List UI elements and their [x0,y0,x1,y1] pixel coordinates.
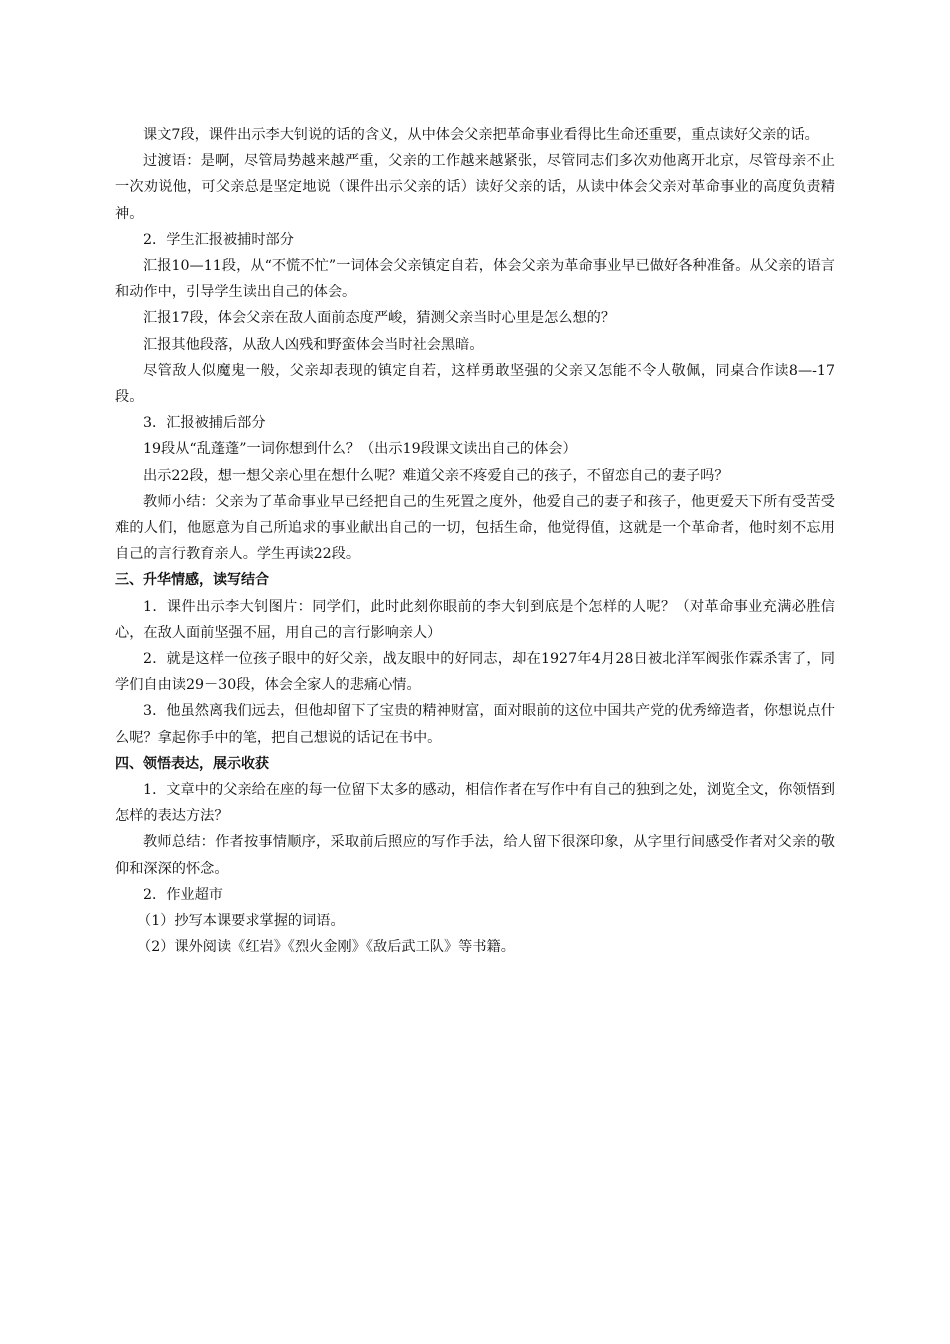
paragraph: 出示22段，想一想父亲心里在想什么呢？难道父亲不疼爱自己的孩子，不留恋自己的妻子吗？ [143,467,729,484]
paragraph: 教师总结：作者按事情顺序，采取前后照应的写作手法，给人留下很深印象，从字里行间感受作者对父亲的敬仰和深深的怀念。 [115,834,835,877]
paragraph: 1．文章中的父亲给在座的每一位留下太多的感动，相信作者在写作中有自己的独到之处，浏览全文，你领悟到怎样的表达方法？ [115,782,835,825]
paragraph: 1．课件出示李大钊图片：同学们，此时此刻你眼前的李大钊到底是个怎样的人呢？（对革命事业充满必胜信心，在敌人面前坚强不屈，用自己的言行影响亲人） [115,598,835,641]
section-heading: 四、领悟表达，展示收获 [115,755,269,772]
subsection-title: 3．汇报被捕后部分 [143,415,266,432]
section-heading: 三、升华情感，读写结合 [115,572,269,589]
paragraph: 2．就是这样一位孩子眼中的好父亲，战友眼中的好同志，却在1927年4月28日被北洋军阀张作霖杀害了，同学们自由读29－30段，体会全家人的悲痛心情。 [115,651,835,694]
subsection-title: 2．作业超市 [143,886,223,903]
paragraph: 尽管敌人似魔鬼一般，父亲却表现的镇定自若，这样勇敢坚强的父亲又怎能不令人敬佩，同桌合作读8—-17段。 [115,362,835,406]
paragraph: 19段从“乱蓬蓬”一词你想到什么？（出示19段课文读出自己的体会） [143,441,577,458]
list-item: （1）抄写本课要求掌握的词语。 [137,913,345,930]
paragraph: 3．他虽然离我们远去，但他却留下了宝贵的精神财富，面对眼前的这位中国共产党的优秀缔造者，你想说点什么呢？拿起你手中的笔，把自己想说的话记在书中。 [115,703,835,746]
subsection-title: 2．学生汇报被捕时部分 [143,231,294,248]
document-page [115,122,835,961]
paragraph: 教师小结：父亲为了革命事业早已经把自己的生死置之度外，他爱自己的妻子和孩子，他更爱天下所有受苦受难的人们，他愿意为自己所追求的事业献出自己的一切，包括生命，他觉得值，这就是一个革命者，他时刻不忘用自己的言行教育亲人。学生再读22段。 [115,493,835,563]
paragraph: 汇报17段，体会父亲在敌人面前态度严峻，猜测父亲当时心里是怎么想的？ [143,310,616,327]
paragraph: 课文7段，课件出示李大钊说的话的含义，从中体会父亲把革命事业看得比生命还重要，重点读好父亲的话。 [143,127,819,143]
paragraph: 汇报其他段落，从敌人凶残和野蛮体会当时社会黑暗。 [143,336,484,353]
paragraph: 过渡语：是啊，尽管局势越来越严重，父亲的工作越来越紧张，尽管同志们多次劝他离开北京，尽管母亲不止一次劝说他，可父亲总是坚定地说（课件出示父亲的话）读好父亲的话，从读中体会父亲对革命事业的高度负责精神。 [115,153,835,222]
list-item: （2）课外阅读《红岩》《烈火金刚》《敌后武工队》等书籍。 [137,939,515,956]
paragraph: 汇报10—11段，从“不慌不忙”一词体会父亲镇定自若，体会父亲为革命事业早已做好各种准备。从父亲的语言和动作中，引导学生读出自己的体会。 [115,258,835,301]
